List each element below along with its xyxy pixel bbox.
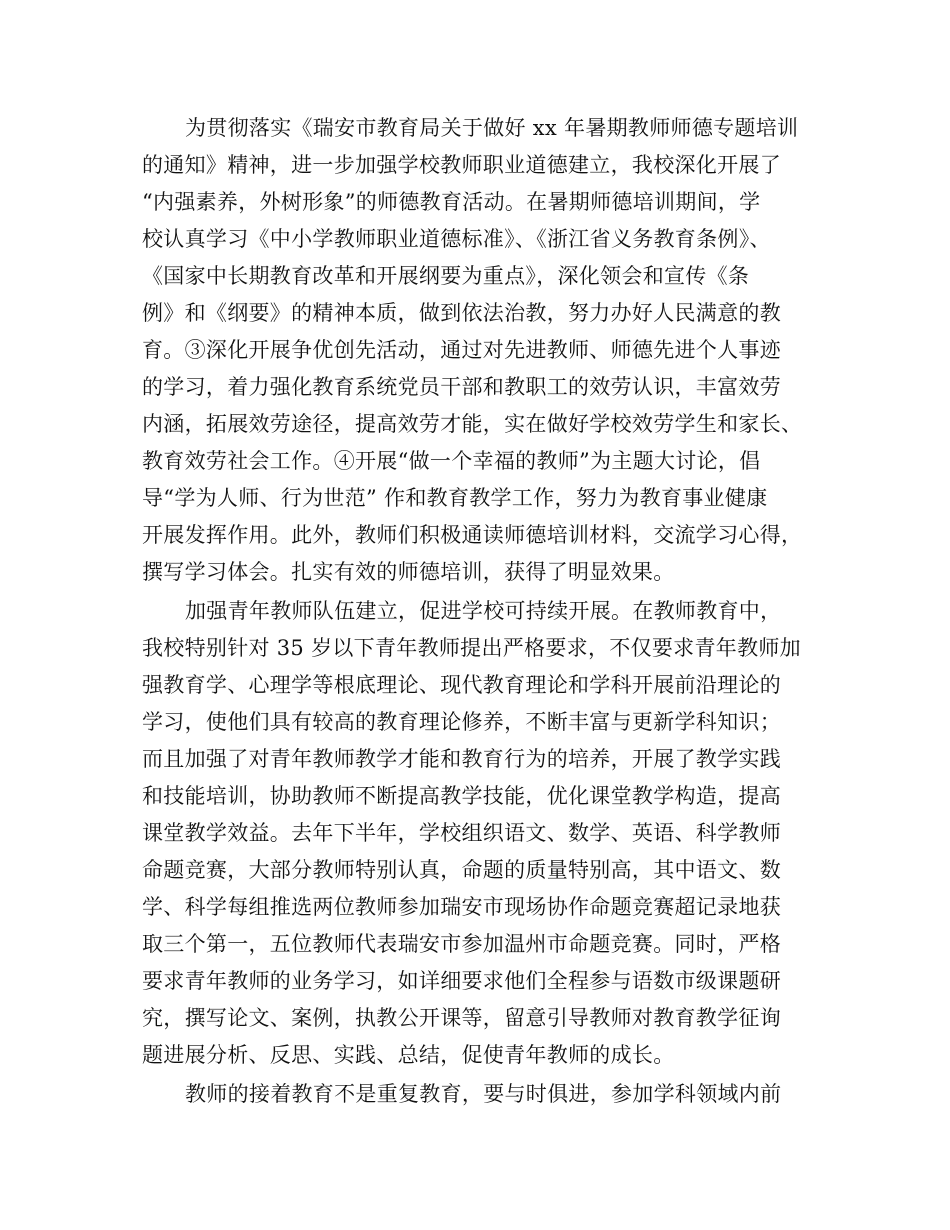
text-line: 要求青年教师的业务学习，如详细要求他们全程参与语数市级课题研 xyxy=(142,969,781,993)
text-line: 和技能培训，协助教师不断提高教学技能，优化课堂教学构造，提高 xyxy=(142,784,781,808)
text-line: 教育效劳社会工作。④开展“做一个幸福的教师”为主题大讨论，倡 xyxy=(142,449,761,473)
text-line: 育。③深化开展争优创先活动，通过对先进教师、师德先进个人事迹 xyxy=(142,338,781,362)
text-line: 题进展分析、反思、实践、总结，促使青年教师的成长。 xyxy=(142,1043,675,1067)
text-line: 《国家中长期教育改革和开展纲要为重点》，深化领会和宣传《条 xyxy=(142,264,750,288)
text-line: 学、科学每组推选两位教师参加瑞安市现场协作命题竞赛超记录地获 xyxy=(142,895,781,919)
text-line: 撰写学习体会。扎实有效的师德培训，获得了明显效果。 xyxy=(142,560,675,584)
text-line: 我校特别针对 35 岁以下青年教师提出严格要求，不仅要求青年教师加 xyxy=(142,636,801,660)
text-line: 而且加强了对青年教师教学才能和教育行为的培养，开展了教学实践 xyxy=(142,747,781,771)
text-line: 校认真学习《中小学教师职业道德标准》、《浙江省义务教育条例》、 xyxy=(142,227,771,251)
text-line: 导“学为人师、行为世范” 作和教育教学工作，努力为教育事业健康 xyxy=(142,486,768,510)
text-line: 强教育学、心理学等根底理论、现代教育理论和学科开展前沿理论的 xyxy=(142,673,781,697)
text-line: 为贯彻落实《瑞安市教育局关于做好 xx 年暑期教师师德专题培训 xyxy=(185,116,799,140)
text-line: “内强素养，外树形象”的师德教育活动。在暑期师德培训期间，学 xyxy=(142,190,761,214)
text-line: 的学习，着力强化教育系统党员干部和教职工的效劳认识，丰富效劳 xyxy=(142,375,781,399)
text-line: 学习，使他们具有较高的教育理论修养，不断丰富与更新学科知识； xyxy=(142,710,781,734)
text-line: 取三个第一，五位教师代表瑞安市参加温州市命题竞赛。同时，严格 xyxy=(142,932,781,956)
text-line: 教师的接着教育不是重复教育，要与时俱进，参加学科领域内前 xyxy=(185,1082,782,1106)
text-line: 例》和《纲要》的精神本质，做到依法治教，努力办好人民满意的教 xyxy=(142,301,781,325)
text-line: 的通知》精神，进一步加强学校教师职业道德建立，我校深化开展了 xyxy=(142,153,781,177)
text-line: 究，撰写论文、案例，执教公开课等，留意引导教师对教育教学征询 xyxy=(142,1006,781,1030)
text-line: 命题竞赛，大部分教师特别认真，命题的质量特别高，其中语文、数 xyxy=(142,858,781,882)
text-line: 开展发挥作用。此外，教师们积极通读师德培训材料，交流学习心得， xyxy=(142,523,803,547)
text-line: 课堂教学效益。去年下半年，学校组织语文、数学、英语、科学教师 xyxy=(142,821,781,845)
text-line: 内涵，拓展效劳途径，提高效劳才能，实在做好学校效劳学生和家长、 xyxy=(142,412,803,436)
text-line: 加强青年教师队伍建立，促进学校可持续开展。在教师教育中， xyxy=(185,599,782,623)
